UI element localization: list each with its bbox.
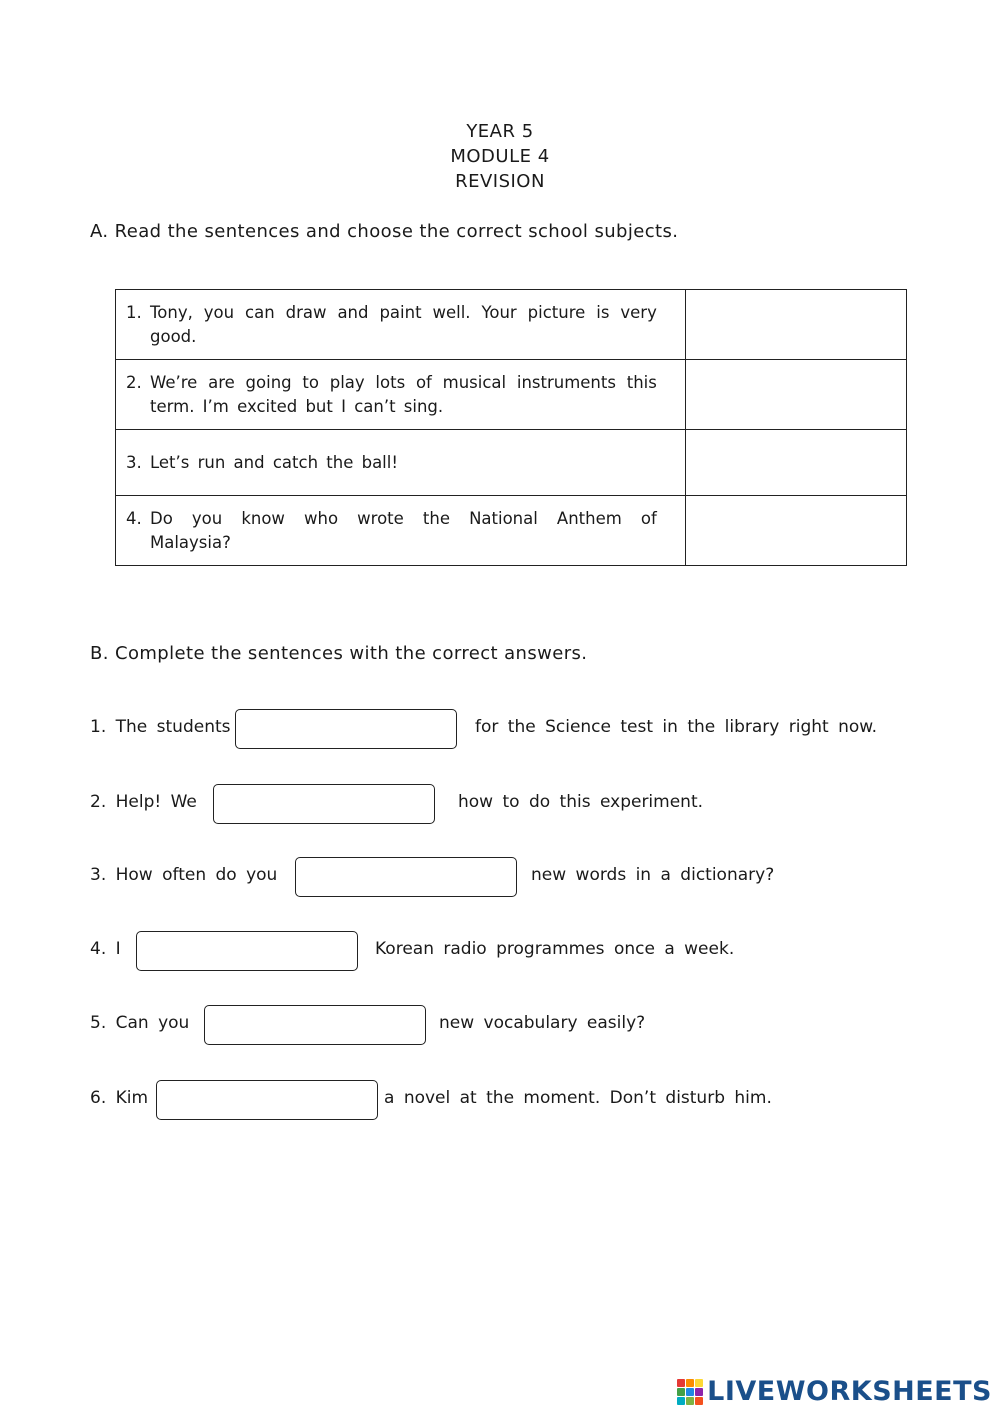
answer-box[interactable] bbox=[235, 709, 457, 749]
sentence-end: for the Science test in the library right now. bbox=[475, 717, 878, 737]
sentence-start: 3. How often do you bbox=[90, 865, 278, 885]
logo-square bbox=[677, 1397, 685, 1405]
grid-logo-icon bbox=[677, 1379, 703, 1405]
sentence-start: 1. The students bbox=[90, 717, 231, 737]
table-row bbox=[116, 360, 907, 430]
answer-box[interactable] bbox=[204, 1005, 426, 1045]
question-cell bbox=[116, 430, 686, 496]
question-text: Do you know who wrote the National Anthem of Malaysia? bbox=[150, 508, 657, 552]
brand-name: LIVEWORKSHEETS bbox=[707, 1376, 992, 1407]
sentence-end: Korean radio programmes once a week. bbox=[375, 939, 735, 959]
answer-cell[interactable] bbox=[685, 360, 906, 430]
sentence-end: new vocabulary easily? bbox=[439, 1013, 646, 1033]
subjects-table bbox=[115, 289, 907, 566]
question-text: Let’s run and catch the ball! bbox=[150, 452, 398, 472]
section-a-heading: A. Read the sentences and choose the correct school subjects. bbox=[90, 221, 679, 242]
question-number: 3. bbox=[126, 452, 142, 472]
logo-square bbox=[677, 1388, 685, 1396]
sentence-end: a novel at the moment. Don’t disturb him. bbox=[384, 1088, 772, 1108]
question-text: We’re are going to play lots of musical instruments this term. I’m excited but I can’t sing. bbox=[150, 372, 657, 416]
question-number: 4. bbox=[126, 508, 142, 528]
logo-square bbox=[695, 1397, 703, 1405]
answer-box[interactable] bbox=[136, 931, 358, 971]
logo-square bbox=[686, 1388, 694, 1396]
sentence-start: 6. Kim bbox=[90, 1088, 149, 1108]
logo-square bbox=[686, 1397, 694, 1405]
sentence-start: 4. I bbox=[90, 939, 121, 959]
table-row bbox=[116, 496, 907, 566]
sentence-end: how to do this experiment. bbox=[458, 792, 704, 812]
logo-square bbox=[695, 1388, 703, 1396]
logo-square bbox=[695, 1379, 703, 1387]
answer-box[interactable] bbox=[213, 784, 435, 824]
title-module: MODULE 4 bbox=[450, 146, 550, 167]
logo-square bbox=[677, 1379, 685, 1387]
question-text: Tony, you can draw and paint well. Your picture is very good. bbox=[150, 302, 657, 346]
title-year: YEAR 5 bbox=[466, 121, 534, 142]
sentence-start: 2. Help! We bbox=[90, 792, 197, 812]
answer-cell[interactable] bbox=[685, 430, 906, 496]
question-cell bbox=[116, 290, 686, 360]
section-b-heading: B. Complete the sentences with the correct answers. bbox=[90, 643, 588, 664]
answer-cell[interactable] bbox=[685, 496, 906, 566]
sentence-start: 5. Can you bbox=[90, 1013, 190, 1033]
table-row bbox=[116, 430, 907, 496]
sentence-end: new words in a dictionary? bbox=[531, 865, 775, 885]
title-revision: REVISION bbox=[455, 171, 545, 192]
logo-square bbox=[686, 1379, 694, 1387]
table-row bbox=[116, 290, 907, 360]
question-cell bbox=[116, 360, 686, 430]
answer-box[interactable] bbox=[156, 1080, 378, 1120]
question-number: 1. bbox=[126, 302, 142, 322]
liveworksheets-logo[interactable] bbox=[677, 1376, 992, 1407]
answer-box[interactable] bbox=[295, 857, 517, 897]
question-number: 2. bbox=[126, 372, 142, 392]
answer-cell[interactable] bbox=[685, 290, 906, 360]
question-cell bbox=[116, 496, 686, 566]
